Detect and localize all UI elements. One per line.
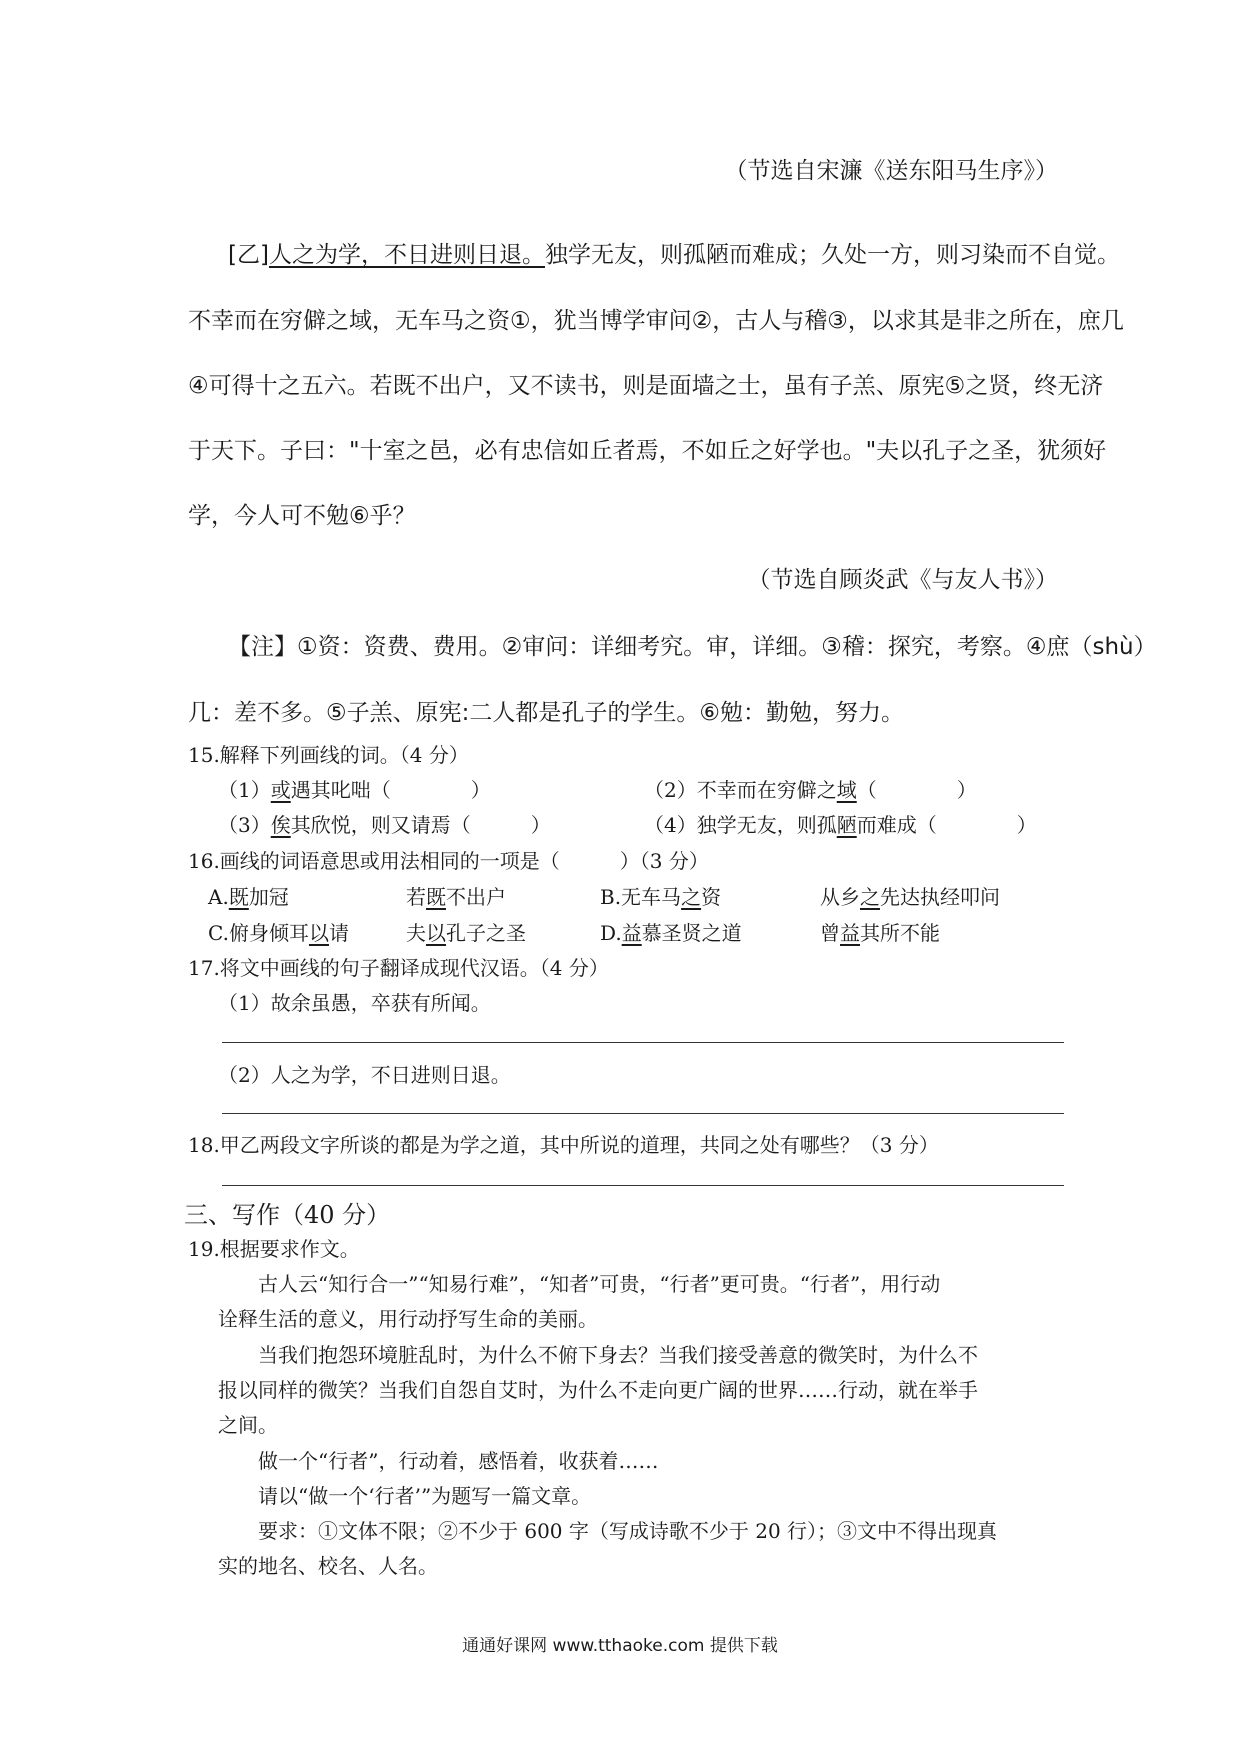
q16-option-c-phrase-2: 夫以孔子之圣: [406, 921, 526, 945]
section-3-title: 三、写作（40 分）: [184, 1201, 391, 1229]
q18-answer-line[interactable]: [222, 1185, 1064, 1186]
essay-prompt-p2-line-2: 报以同样的微笑？当我们自怨自艾时，为什么不走向更广阔的世界……行动，就在举手: [218, 1378, 978, 1402]
q16-option-b-phrase-2: 从乡之先达执经叩问: [820, 885, 1000, 909]
q16-option-d-phrase-2: 曾益其所不能: [820, 921, 940, 945]
q15-item-3: （3）俟其欣悦，则又请焉（ ）: [218, 813, 551, 837]
q17-sub-2: （2）人之为学，不日进则日退。: [218, 1063, 511, 1087]
q19-stem: 19.根据要求作文。: [188, 1237, 360, 1261]
passage-b-line-4: 于天下。子曰："十室之邑，必有忠信如丘者焉，不如丘之好学也。"夫以孔子之圣，犹须好: [188, 438, 1107, 464]
q17-sub-1: （1）故余虽愚，卒获有所闻。: [218, 991, 491, 1015]
q15-stem: 15.解释下列画线的词。（4 分）: [188, 743, 469, 767]
q15-item-1: （1）或遇其叱咄（ ）: [218, 778, 491, 802]
notes-line-2: 几：差不多。⑤子羔、原宪:二人都是孔子的学生。⑥勉：勤勉，努力。: [188, 700, 904, 726]
q15-item-4: （4）独学无友，则孤陋而难成（ ）: [644, 813, 1037, 837]
passage-b-underlined-sentence: 人之为学，不日进则日退。: [268, 242, 545, 268]
q16-option-b-phrase-1: B.无车马之资: [600, 885, 722, 909]
essay-prompt-p3: 做一个“行者”，行动着，感悟着，收获着……: [258, 1449, 659, 1473]
passage-a-source: （节选自宋濂《送东阳马生序》）: [724, 158, 1058, 184]
essay-requirements-line-1: 要求：①文体不限；②不少于 600 字（写成诗歌不少于 20 行）；③文中不得出现真: [258, 1519, 998, 1543]
q16-option-a-phrase-2: 若既不出户: [406, 885, 506, 909]
q17-answer-line-1[interactable]: [222, 1042, 1064, 1043]
essay-prompt-p2-line-3: 之间。: [218, 1413, 278, 1437]
notes-line-1: 【注】①资：资费、费用。②审问：详细考究。审，详细。③稽：探究，考察。④庶（shù）: [228, 634, 1157, 660]
essay-prompt-p1-line-1: 古人云“知行合一”“知易行难”，“知者”可贵，“行者”更可贵。“行者”，用行动: [258, 1272, 941, 1296]
q16-option-c-phrase-1: C.俯身倾耳以请: [208, 921, 349, 945]
passage-b-line-1: [228, 236, 1120, 269]
q17-stem: 17.将文中画线的句子翻译成现代汉语。（4 分）: [188, 956, 609, 980]
q18-stem: 18.甲乙两段文字所谈的都是为学之道，其中所说的道理，共同之处有哪些？（3 分）: [188, 1133, 939, 1157]
q15-item-2: （2）不幸而在穷僻之域（ ）: [644, 778, 977, 802]
passage-b-line-3: ④可得十之五六。若既不出户，又不读书，则是面墙之士，虽有子羔、原宪⑤之贤，终无济: [188, 373, 1104, 399]
essay-prompt-p2-line-1: 当我们抱怨环境脏乱时，为什么不俯下身去？当我们接受善意的微笑时，为什么不: [258, 1343, 978, 1367]
essay-requirements-line-2: 实的地名、校名、人名。: [218, 1554, 438, 1578]
essay-prompt-p1-line-2: 诠释生活的意义，用行动抒写生命的美丽。: [218, 1307, 598, 1331]
q16-option-a-phrase-1: A.既加冠: [208, 885, 289, 909]
passage-b-line-2: 不幸而在穷僻之域，无车马之资①，犹当博学审问②，古人与稽③，以求其是非之所在，庶几: [188, 308, 1124, 334]
passage-b-label: [乙]: [228, 242, 269, 268]
passage-b-line-5: 学，今人可不勉⑥乎？: [188, 503, 416, 529]
q17-answer-line-2[interactable]: [222, 1113, 1064, 1114]
footer-download-note: 通通好课网 www.tthaoke.com 提供下载: [462, 1636, 778, 1656]
essay-prompt-p4: 请以“做一个‘行者’”为题写一篇文章。: [258, 1484, 592, 1508]
q16-stem: 16.画线的词语意思或用法相同的一项是（ ）（3 分）: [188, 849, 709, 873]
passage-b-line-1-rest: 独学无友，则孤陋而难成；久处一方，则习染而不自觉。: [544, 242, 1120, 268]
passage-b-source: （节选自顾炎武《与友人书》）: [747, 567, 1058, 593]
q16-option-d-phrase-1: D.益慕圣贤之道: [600, 921, 742, 945]
